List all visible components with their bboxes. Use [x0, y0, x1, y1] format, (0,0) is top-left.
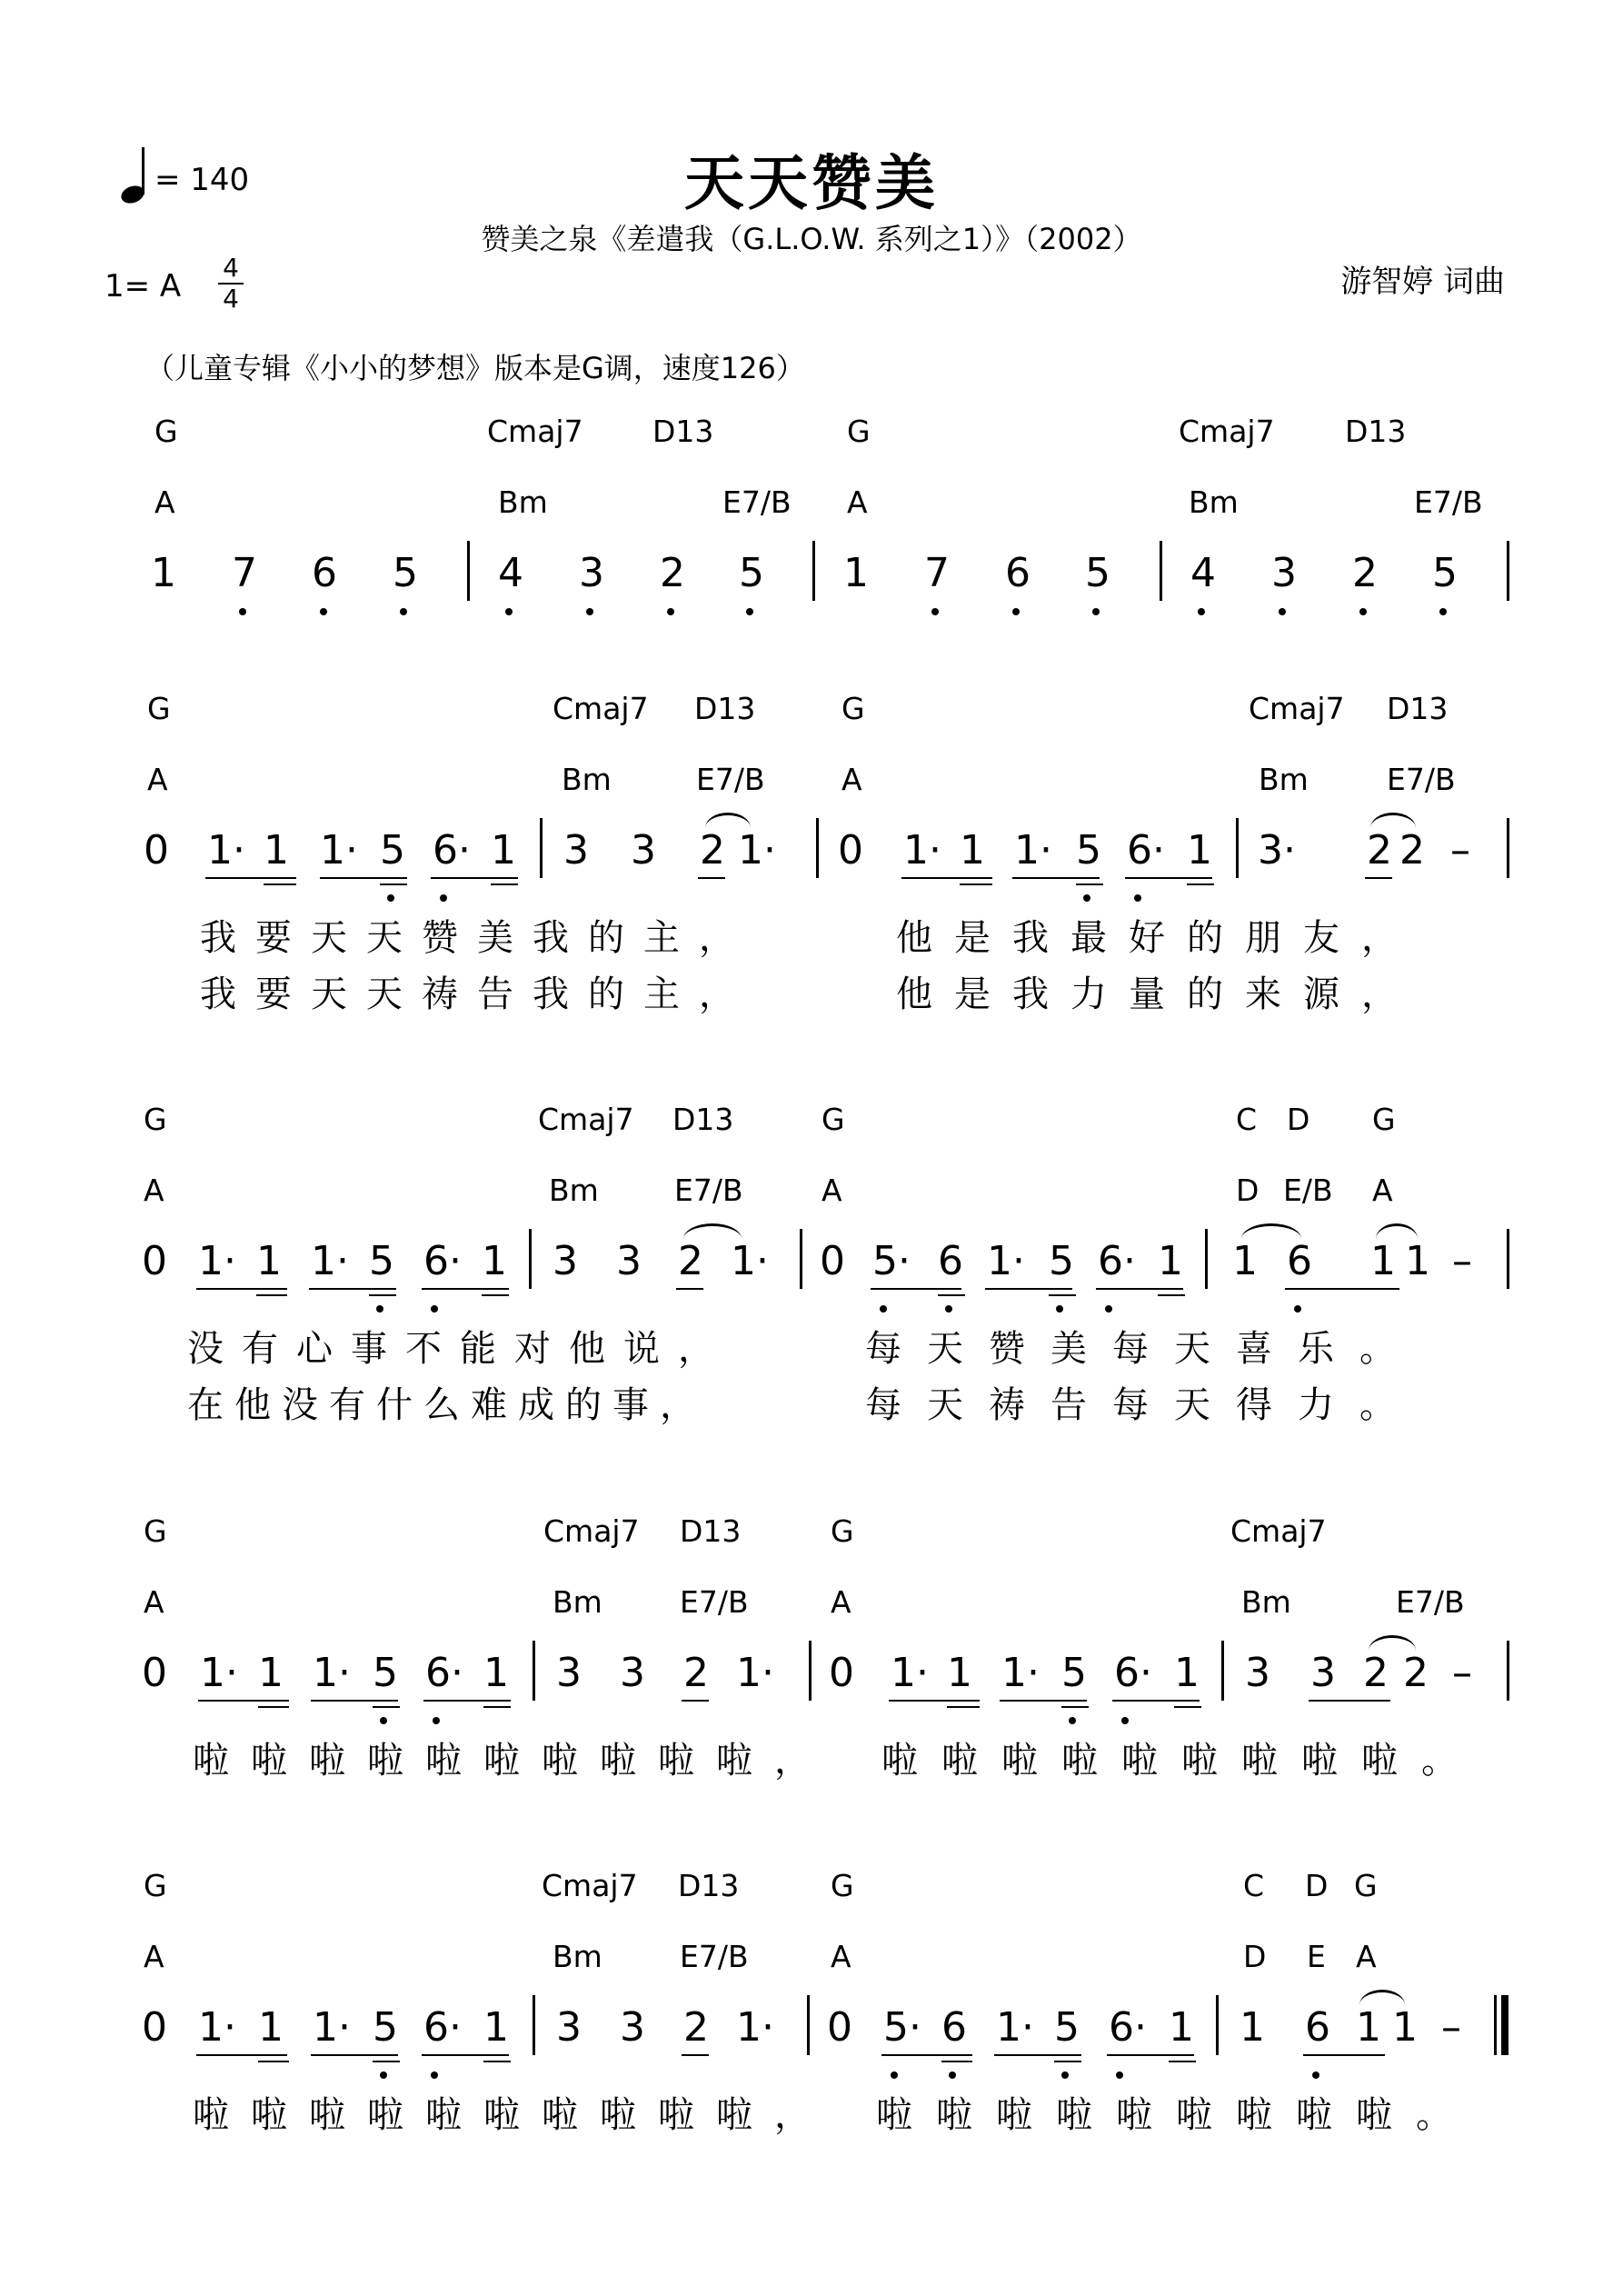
- note: 2: [683, 1650, 709, 1696]
- chord: E/B: [1283, 1173, 1333, 1208]
- chord: D13: [680, 1513, 742, 1549]
- chord: Bm: [549, 1173, 599, 1208]
- note: 2: [700, 827, 725, 873]
- note: 1·: [736, 2004, 774, 2051]
- note: 0: [820, 1238, 845, 1284]
- note: 3·: [1258, 827, 1296, 873]
- lyric-line: 啦啦啦啦啦啦啦啦啦啦，: [193, 1740, 832, 1782]
- note: 2: [1363, 1650, 1389, 1696]
- note: 2: [660, 550, 685, 596]
- note: 1: [491, 827, 516, 873]
- chord: E7/B: [680, 1584, 749, 1620]
- note: 6·: [1098, 1238, 1136, 1284]
- chord: Bm: [1259, 762, 1309, 797]
- note: 1·: [1001, 1650, 1040, 1696]
- note: 3: [579, 550, 604, 596]
- note: 5: [1054, 2004, 1080, 2051]
- note: 5: [380, 827, 405, 873]
- note: 0: [144, 827, 169, 873]
- chord: A: [144, 1173, 164, 1208]
- note: 1·: [313, 1650, 351, 1696]
- chord: A: [154, 484, 175, 520]
- note: 1: [843, 550, 869, 596]
- note: 0: [838, 827, 863, 873]
- key-signature: 1= A: [105, 268, 182, 304]
- note: 3: [616, 1238, 642, 1284]
- chord: A: [831, 1584, 851, 1620]
- note: 2: [1399, 827, 1425, 873]
- chord: Bm: [562, 762, 612, 797]
- lyric-line: 每天祷告每天得力。: [865, 1384, 1421, 1426]
- note: 2: [1352, 550, 1378, 596]
- lyric-line: 啦啦啦啦啦啦啦啦啦。: [876, 2094, 1476, 2136]
- lyric-line: 我要天天祷告我的主，: [200, 973, 754, 1015]
- note: 7: [924, 550, 950, 596]
- note: 1·: [198, 1238, 236, 1284]
- chord: G: [1372, 1102, 1396, 1137]
- note: 6: [1305, 2004, 1330, 2051]
- chord: D: [1236, 1173, 1260, 1208]
- chord: G: [831, 1868, 854, 1903]
- tempo-marking: = 140: [154, 162, 250, 198]
- chord: G: [147, 691, 171, 726]
- note: 1: [256, 1238, 282, 1284]
- note: 3: [563, 827, 589, 873]
- note: 4: [498, 550, 523, 596]
- note: 0: [827, 2004, 852, 2051]
- note: 5: [1432, 550, 1458, 596]
- chord: A: [147, 762, 168, 797]
- note: 1: [258, 1650, 284, 1696]
- note: 5: [1085, 550, 1110, 596]
- note: 3: [620, 2004, 645, 2051]
- chord: E: [1307, 1939, 1326, 1974]
- note: 6: [1005, 550, 1031, 596]
- chord: G: [154, 414, 178, 449]
- note: 6: [1287, 1238, 1312, 1284]
- note: 1: [1392, 2004, 1418, 2051]
- note: 3: [556, 1650, 582, 1696]
- chord: E7/B: [674, 1173, 743, 1208]
- note: 6·: [433, 827, 471, 873]
- note: 6: [938, 1238, 963, 1284]
- note: 1: [960, 827, 985, 873]
- note: 5·: [872, 1238, 911, 1284]
- note: 1: [1187, 827, 1212, 873]
- chord: G: [1354, 1868, 1378, 1903]
- note: 1: [483, 1650, 509, 1696]
- chord: Bm: [498, 484, 548, 520]
- note: 0: [142, 1650, 167, 1696]
- note: 1: [258, 2004, 284, 2051]
- note: 5: [373, 1650, 398, 1696]
- note: 6·: [1109, 2004, 1147, 2051]
- note: –: [1452, 1238, 1472, 1284]
- chord: Cmaj7: [1230, 1513, 1327, 1549]
- note: 1·: [996, 2004, 1034, 2051]
- chord: Cmaj7: [538, 1102, 634, 1137]
- note: 5: [1061, 1650, 1087, 1696]
- lyric-line: 每天赞美每天喜乐。: [865, 1328, 1421, 1370]
- chord: D: [1305, 1868, 1329, 1903]
- note: 5: [393, 550, 418, 596]
- chord: C: [1236, 1102, 1258, 1137]
- chord: G: [841, 691, 865, 726]
- chord: E7/B: [722, 484, 792, 520]
- chord: D13: [652, 414, 714, 449]
- note: 1·: [891, 1650, 929, 1696]
- chord: G: [144, 1513, 167, 1549]
- note: 5: [373, 2004, 398, 2051]
- chord: Cmaj7: [1179, 414, 1275, 449]
- note: 3: [631, 827, 656, 873]
- note: 1: [264, 827, 289, 873]
- chord: D13: [678, 1868, 740, 1903]
- note: 3: [620, 1650, 645, 1696]
- note: 1·: [731, 1238, 769, 1284]
- chord: C: [1243, 1868, 1265, 1903]
- time-sig-top: 4: [223, 253, 239, 283]
- note: 1·: [200, 1650, 238, 1696]
- note: 1·: [987, 1238, 1025, 1284]
- chord: D: [1243, 1939, 1267, 1974]
- chord: Cmaj7: [487, 414, 583, 449]
- note: 1: [1174, 1650, 1200, 1696]
- chord: G: [144, 1868, 167, 1903]
- note: 1·: [198, 2004, 236, 2051]
- lyric-line: 啦啦啦啦啦啦啦啦啦啦，: [193, 2094, 832, 2136]
- chord: A: [1372, 1173, 1393, 1208]
- note: 2: [678, 1238, 703, 1284]
- note: 3: [1310, 1650, 1336, 1696]
- chord: D: [1287, 1102, 1310, 1137]
- lyric-line: 没有心事不能对他说，: [187, 1328, 732, 1370]
- note: –: [1452, 1650, 1472, 1696]
- note: 1·: [738, 827, 776, 873]
- lyric-line: 他是我力量的来源，: [896, 973, 1419, 1015]
- chord: E7/B: [1396, 1584, 1465, 1620]
- note: 7: [232, 550, 257, 596]
- note: 2: [1403, 1650, 1429, 1696]
- note: 5: [369, 1238, 394, 1284]
- note: 1: [482, 1238, 507, 1284]
- note: 1: [151, 550, 176, 596]
- note: 1: [1370, 1238, 1396, 1284]
- chord: E7/B: [680, 1939, 749, 1974]
- lyric-line: 在他没有什么难成的事，: [187, 1384, 707, 1426]
- note: 5: [1076, 827, 1101, 873]
- chord: D13: [694, 691, 756, 726]
- note: 5: [739, 550, 764, 596]
- version-note: （儿童专辑《小小的梦想》版本是G调，速度126）: [145, 351, 805, 385]
- note: 6·: [1114, 1650, 1152, 1696]
- note: –: [1450, 827, 1470, 873]
- note: 1: [1158, 1238, 1183, 1284]
- note: 1: [483, 2004, 509, 2051]
- note: 1: [1405, 1238, 1430, 1284]
- note: 1: [1240, 2004, 1265, 2051]
- chord: G: [821, 1102, 845, 1137]
- time-signature: [214, 255, 247, 313]
- note: 3: [556, 2004, 582, 2051]
- chord: E7/B: [1387, 762, 1456, 797]
- note: 0: [829, 1650, 854, 1696]
- note: 0: [142, 2004, 167, 2051]
- note: 5·: [883, 2004, 921, 2051]
- chord: Bm: [1241, 1584, 1291, 1620]
- page-title: 天天赞美: [684, 148, 939, 218]
- note: 6·: [423, 2004, 462, 2051]
- chord: E7/B: [1414, 484, 1483, 520]
- note: 2: [1367, 827, 1392, 873]
- note: 1: [1356, 2004, 1381, 2051]
- chord: G: [144, 1102, 167, 1137]
- note: 1·: [311, 1238, 349, 1284]
- note: 1: [947, 1650, 972, 1696]
- chord: A: [831, 1939, 851, 1974]
- chord: Cmaj7: [543, 1513, 640, 1549]
- note: 1·: [313, 2004, 351, 2051]
- chord: D13: [1387, 691, 1449, 726]
- lyric-line: 他是我最好的朋友，: [896, 917, 1419, 959]
- note: 1·: [320, 827, 358, 873]
- note: 1: [1169, 2004, 1194, 2051]
- lyric-line: 我要天天赞美我的主，: [200, 917, 754, 959]
- chord: Cmaj7: [553, 691, 649, 726]
- chord: A: [847, 484, 868, 520]
- chord: G: [847, 414, 871, 449]
- note: 2: [683, 2004, 709, 2051]
- chord: Bm: [1189, 484, 1239, 520]
- note: 1·: [207, 827, 245, 873]
- note: 6·: [423, 1238, 462, 1284]
- chord: Bm: [553, 1584, 602, 1620]
- chord: Cmaj7: [542, 1868, 638, 1903]
- note: 6: [941, 2004, 967, 2051]
- note: 3: [1271, 550, 1297, 596]
- note: 6·: [1127, 827, 1165, 873]
- chord: E7/B: [696, 762, 765, 797]
- chord: A: [1356, 1939, 1377, 1974]
- note: 3: [1245, 1650, 1270, 1696]
- note: 6·: [425, 1650, 463, 1696]
- composer-credit: 游智婷 词曲: [1340, 264, 1505, 300]
- subtitle: 赞美之泉《差遣我（G.L.O.W. 系列之1）》（2002）: [481, 222, 1142, 256]
- note: 0: [142, 1238, 167, 1284]
- chord: D13: [1345, 414, 1407, 449]
- note: 1·: [736, 1650, 774, 1696]
- note: 4: [1190, 550, 1216, 596]
- chord: Cmaj7: [1249, 691, 1345, 726]
- note: 1·: [903, 827, 941, 873]
- note: 5: [1049, 1238, 1074, 1284]
- note: 3: [553, 1238, 578, 1284]
- chord: A: [144, 1939, 164, 1974]
- time-sig-bottom: 4: [223, 284, 239, 314]
- chord: A: [144, 1584, 164, 1620]
- note: 6: [312, 550, 337, 596]
- lyric-line: 啦啦啦啦啦啦啦啦啦。: [881, 1740, 1481, 1782]
- chord: D13: [672, 1102, 734, 1137]
- note: –: [1441, 2004, 1461, 2051]
- chord: Bm: [553, 1939, 602, 1974]
- chord: G: [831, 1513, 854, 1549]
- chord: A: [821, 1173, 842, 1208]
- chord: A: [841, 762, 862, 797]
- note: 1: [1232, 1238, 1258, 1284]
- note: 1·: [1014, 827, 1052, 873]
